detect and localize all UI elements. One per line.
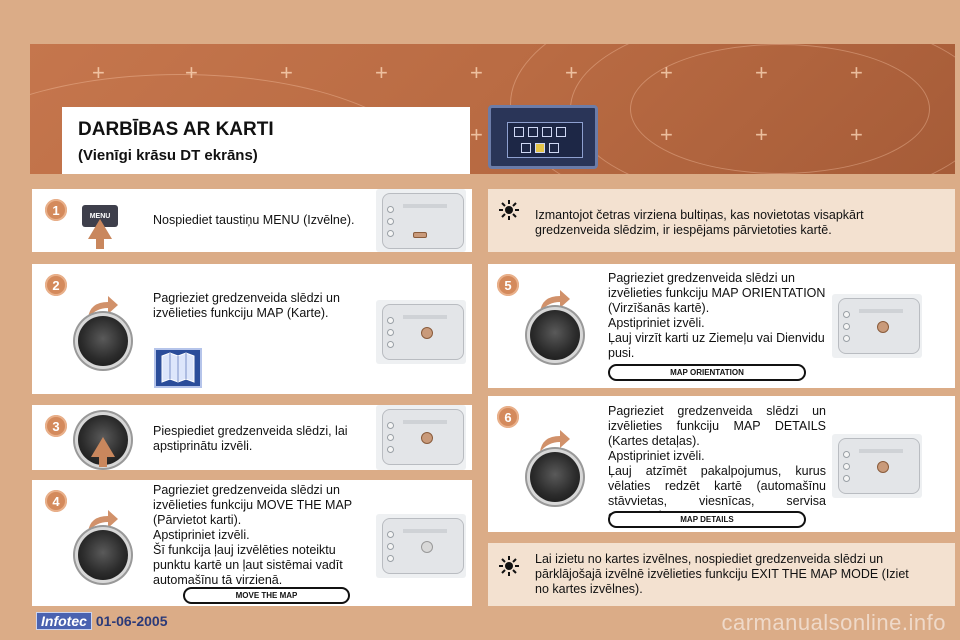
plus-icon: + xyxy=(660,122,673,147)
title-box xyxy=(62,107,470,174)
step-2-panel xyxy=(32,264,472,394)
rotary-knob-icon xyxy=(530,452,580,502)
radio-unit-image xyxy=(376,189,466,252)
step-number: 1 xyxy=(45,199,67,221)
step-number: 2 xyxy=(45,274,67,296)
watermark: carmanualsonline.info xyxy=(721,610,946,635)
step-3-panel xyxy=(32,405,472,470)
page-subtitle: (Vienīgi krāsu DT ekrāns) xyxy=(78,147,258,164)
rotary-knob-icon xyxy=(530,310,580,360)
step-4-panel xyxy=(32,480,472,606)
step-4-text: Pagrieziet gredzenveida slēdzi un izvēlieties funkciju MOVE THE MAP (Pārvietot karti). Apstipriniet izvēli. Šī funkcija ļauj izvēlēties noteiktu punktu kartē un ļaut sistēmai vadīt automašīnu tā virzienā. xyxy=(153,483,353,587)
plus-icon: + xyxy=(850,122,863,147)
rotary-knob-icon xyxy=(78,530,128,580)
radio-unit-image xyxy=(376,514,466,578)
plus-icon: + xyxy=(470,122,483,147)
rotary-knob-icon xyxy=(78,316,128,366)
tip-icon xyxy=(498,199,520,221)
map-contour-line xyxy=(630,44,930,174)
plus-icon: + xyxy=(755,60,768,85)
press-arrow-icon xyxy=(91,437,115,457)
step-3-text: Piespiediet gredzenveida slēdzi, lai apstiprinātu izvēli. xyxy=(153,424,348,453)
step-5-text: Pagrieziet gredzenveida slēdzi un izvēlieties funkciju MAP ORIENTATION (Virzīšanās kartē). Apstipriniet izvēli. Ļauj virzīt karti uz Ziemeļu vai Dienvidu pusi. xyxy=(608,271,826,360)
step-number: 5 xyxy=(497,274,519,296)
tip-icon xyxy=(498,555,520,577)
map-details-label: MAP DETAILS xyxy=(608,511,806,528)
plus-icon: + xyxy=(755,122,768,147)
plus-icon: + xyxy=(660,60,673,85)
screen-content xyxy=(507,122,583,158)
tip-panel-bottom xyxy=(488,543,955,606)
tip-bottom-text: Lai izietu no kartes izvēlnes, nospiediet gredzenveida slēdzi un pārklājošajā izvēlnē izvēlieties funkciju EXIT THE MAP MODE (Iziet no kartes izvēlnes). xyxy=(535,552,909,596)
plus-icon: + xyxy=(375,60,388,85)
step-number: 6 xyxy=(497,406,519,428)
infotec-logo: Infotec xyxy=(36,612,92,630)
press-arrow-icon xyxy=(88,219,112,239)
plus-icon: + xyxy=(92,60,105,85)
plus-icon: + xyxy=(280,60,293,85)
radio-unit-image xyxy=(376,405,466,470)
tip-panel-top xyxy=(488,189,955,252)
radio-unit-image xyxy=(832,294,922,358)
footer-date: 01-06-2005 xyxy=(95,613,168,629)
move-the-map-label: MOVE THE MAP xyxy=(183,587,350,604)
radio-unit-image xyxy=(832,434,922,498)
step-2-text: Pagrieziet gredzenveida slēdzi un izvēlieties funkciju MAP (Karte). xyxy=(153,291,340,320)
step-number: 3 xyxy=(45,415,67,437)
step-6-text: Pagrieziet gredzenveida slēdzi un izvēlieties funkciju MAP DETAILS (Kartes detaļas). Apstipriniet izvēli. Ļauj atzīmēt pakalpojumus, kurus vēlaties redzēt kartē (automašīnu stāvvietas, viesnīcas, servisa xyxy=(608,404,826,508)
step-6-panel xyxy=(488,396,955,532)
plus-icon: + xyxy=(470,60,483,85)
tip-top-text: Izmantojot četras virziena bultiņas, kas novietotas visapkārt gredzenveida slēdzim, ir iespējams pārvietoties kartē. xyxy=(535,208,864,237)
step-number: 4 xyxy=(45,490,67,512)
page-title: DARBĪBAS AR KARTI xyxy=(78,119,274,140)
rotate-arrow-icon xyxy=(538,428,572,454)
plus-icon: + xyxy=(850,60,863,85)
display-screen-thumbnail xyxy=(488,105,598,169)
step-1-panel xyxy=(32,189,472,252)
map-orientation-label: MAP ORIENTATION xyxy=(608,364,806,381)
plus-icon: + xyxy=(565,60,578,85)
plus-icon: + xyxy=(185,60,198,85)
footer xyxy=(36,612,168,630)
menu-button-icon: MENU xyxy=(82,205,118,227)
map-function-icon xyxy=(154,348,202,388)
step-5-panel xyxy=(488,264,955,388)
radio-unit-image xyxy=(376,300,466,364)
step-1-text: Nospiediet taustiņu MENU (Izvēlne). xyxy=(153,213,355,227)
